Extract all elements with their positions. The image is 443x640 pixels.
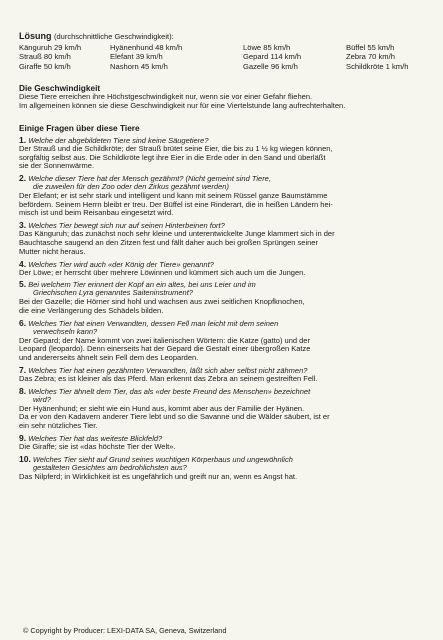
question-text: Welches Tier bewegt sich nur auf seinen Hinterbeinen fort?	[28, 221, 225, 231]
speed-cell: Nashorn 45 km/h	[110, 61, 168, 71]
answer-line: die eine Verlängerung des Schädels bilden.	[19, 306, 164, 316]
question-number: 5.	[19, 279, 27, 290]
speed-cell: Schildkröte 1 km/h	[346, 61, 409, 71]
question-line	[19, 387, 431, 396]
solution-subtitle: (durchschnittliche Geschwindigkeit):	[54, 32, 174, 41]
speed-cell: Hyänenhund 48 km/h	[110, 43, 183, 52]
question-text: Welche dieser Tiere hat der Mensch gezähmt? (Nicht gemeint sind Tiere,	[28, 174, 271, 184]
speed-heading: Die Geschwindigkeit	[19, 82, 101, 93]
speed-cell: Elefant 39 km/h	[110, 52, 163, 62]
answer-line: Leopard (leopardo). Denn einerseits hat der Gepard die Gestalt einer übergroßen Katze	[19, 344, 311, 354]
solution-section	[19, 31, 431, 71]
question-item	[19, 387, 431, 431]
answer-line: und andererseits ähnelt sein Fell dem des Leoparden.	[19, 353, 199, 363]
question-item	[19, 366, 431, 384]
answer-line: sorgfältig selbst aus. Die Schildkröte legt ihre Eier in die Erde oder in den Sand und überläßt	[19, 152, 326, 162]
question-text-continued: gestalteten Gesichtes am bedrohlichsten aus?	[33, 462, 187, 472]
question-item	[19, 136, 431, 171]
question-number: 6.	[19, 317, 27, 328]
copyright-notice: © Copyright by Producer: LEXI-DATA SA, Geneva, Switzerland	[23, 626, 227, 635]
question-item	[19, 260, 431, 278]
question-text: Welches Tier hat einen gezähmten Verwandten, läßt sich aber selbst nicht zähmen?	[28, 366, 308, 376]
solution-title: Lösung	[19, 31, 52, 41]
answer-line: befördern. Seinem Herrn bleibt er treu. Der Büffel ist eine Rinderart, die in heißen Ländern hei-	[19, 199, 333, 209]
speed-cell: Känguruh 29 km/h	[19, 43, 82, 52]
question-text: Welche der abgebildeten Tiere sind keine Säugetiere?	[28, 135, 209, 145]
answer-line: Der Hyänenhund; er sieht wie ein Hund aus, kommt aber aus der Familie der Hyänen.	[19, 403, 305, 413]
answer-line: Das Nilpferd; in Wirklichkeit ist es ungefährlich und greift nur an, wenn es Angst hat.	[19, 471, 298, 481]
answer-line: Der Löwe; er herrscht über mehrere Löwinnen und kümmert sich auch um die Jungen.	[19, 267, 306, 277]
question-text: Welches Tier hat einen Verwandten, dessen Fell man leicht mit dem seinen	[28, 318, 279, 328]
answer-line: Das Zebra; es ist kleiner als das Pferd. Man erkennt das Zebra an seinem gestreiften Fell.	[19, 374, 318, 384]
question-item	[19, 174, 431, 218]
answer-line: Bauchtasche saugend an den Zitzen fest und fällt daher auch bei großen Sprüngen seiner	[19, 238, 318, 248]
speed-cell: Löwe 85 km/h	[243, 43, 291, 52]
answer-line: Das Känguruh; das zunächst noch sehr kleine und unterentwickelte Junge klammert sich in der	[19, 229, 335, 239]
questions-heading: Einige Fragen über diese Tiere	[19, 122, 140, 133]
speed-cell: Gazelle 96 km/h	[243, 61, 298, 71]
solution-heading	[19, 31, 431, 42]
question-text-continued: verwechseln kann?	[33, 326, 98, 336]
question-item	[19, 221, 431, 256]
speed-text-line: Diese Tiere erreichen ihre Höchstgeschwindigkeit nur, wenn sie vor einer Gefahr fliehen.	[19, 91, 313, 101]
speed-cell: Zebra 70 km/h	[346, 52, 395, 62]
question-text: Welches Tier hat das weiteste Blickfeld?	[28, 434, 163, 444]
question-item	[19, 455, 431, 482]
answer-line: ein sehr nützliches Tier.	[19, 421, 98, 431]
answer-line: sie der Sonnenwärme.	[19, 161, 95, 171]
answer-line: Der Elefant; er ist sehr stark und intelligent und kann mit seinem Rüssel ganze Baumstämme	[19, 190, 328, 200]
question-item	[19, 280, 431, 315]
question-number: 10.	[19, 453, 31, 464]
speed-cell: Gepard 114 km/h	[243, 52, 302, 62]
question-text: Bei welchem Tier erinnert der Kopf an ein altes, bei uns Leier und im	[28, 280, 256, 290]
question-number: 9.	[19, 433, 27, 444]
answer-line: Da er von den Kadavern anderer Tiere lebt und so die Savanne und die Wälder säubert, ist er	[19, 412, 330, 422]
answer-line: Der Strauß und die Schildkröte; der Strauß brütet seine Eier, die bis zu 1 ½ kg wiegen können,	[19, 143, 333, 153]
speed-section	[19, 83, 431, 111]
question-text: Welches Tier sieht auf Grund seines wuchtigen Körperbaus und ungewöhnlich	[32, 454, 293, 464]
question-number: 1.	[19, 134, 27, 145]
question-text-continued: Griechischen Lyra genanntes Saiteninstrument?	[33, 288, 193, 298]
speed-cell: Strauß 80 km/h	[19, 52, 71, 62]
speed-cell: Büffel 55 km/h	[346, 43, 395, 52]
answer-line: misch ist und beim Reisanbau eingesetzt wird.	[19, 208, 174, 218]
question-text-continued: die zuweilen für den Zoo oder den Zirkus gezähmt werden)	[33, 182, 229, 192]
questions-section	[19, 123, 431, 482]
question-text: Welches Tier ähnelt dem Tier, das als «der beste Freund des Menschen» bezeichnet	[28, 386, 311, 396]
answer-line: Die Giraffe; sie ist «das höchste Tier der Welt».	[19, 442, 176, 452]
question-text: Welches Tier wird auch «der König der Tiere» genannt?	[28, 259, 214, 269]
questions-list	[19, 136, 431, 482]
question-number: 8.	[19, 385, 27, 396]
question-number: 3.	[19, 220, 27, 231]
speed-table	[19, 43, 431, 71]
question-number: 7.	[19, 365, 27, 376]
speed-cell: Giraffe 50 km/h	[19, 61, 71, 71]
question-item	[19, 319, 431, 363]
speed-text-line: Im allgemeinen können sie diese Geschwindigkeit nur für eine Viertelstunde lang aufrechterhalten.	[19, 100, 346, 110]
answer-line: Mutter nicht heraus.	[19, 246, 86, 256]
document-content	[19, 31, 431, 481]
answer-line: Bei der Gazelle; die Hörner sind hohl und wachsen aus zwei seitlichen Knopfknochen,	[19, 297, 305, 307]
question-number: 4.	[19, 258, 27, 269]
question-item	[19, 434, 431, 452]
answer-line: Der Gepard; der Name kommt von zwei italienischen Wörtern: die Katze (gatto) und der	[19, 335, 310, 345]
question-text-continued: wird?	[33, 394, 51, 404]
question-number: 2.	[19, 173, 27, 184]
